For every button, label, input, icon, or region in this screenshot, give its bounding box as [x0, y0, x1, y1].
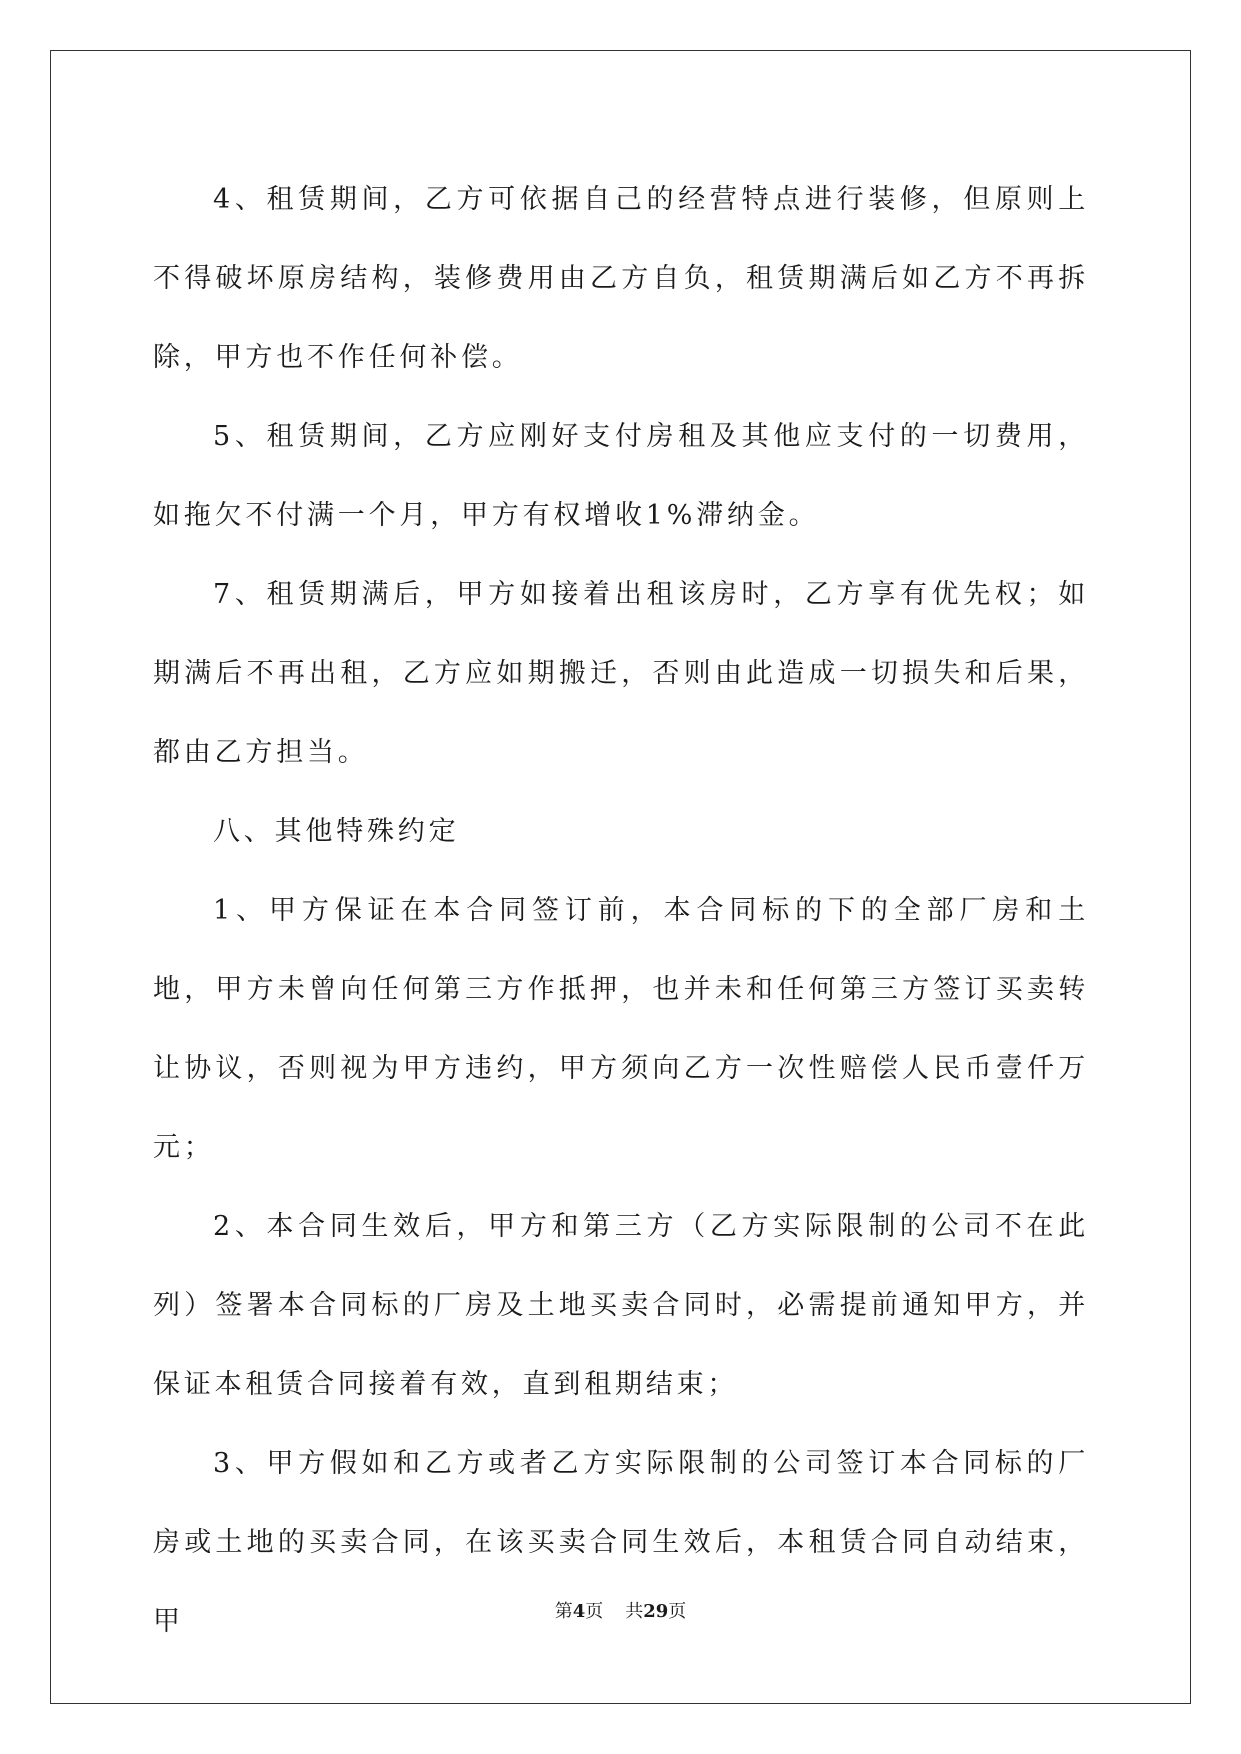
document-body	[153, 160, 1089, 1661]
section-heading-special-terms: 八、其他特殊约定	[213, 816, 460, 847]
paragraph-clause-5: 5、租赁期间，乙方应刚好支付房租及其他应支付的一切费用，如拖欠不付满一个月，甲方有权增收1%滞纳金。	[153, 421, 1089, 531]
page-prefix: 第	[554, 1601, 573, 1622]
page-suffix: 页	[585, 1601, 604, 1622]
total-prefix: 共	[625, 1601, 644, 1622]
paragraph-clause-4: 4、租赁期间，乙方可依据自己的经营特点进行装修，但原则上不得破坏原房结构，装修费用由乙方自负，租赁期满后如乙方不再拆除，甲方也不作任何补偿。	[153, 184, 1089, 373]
total-suffix: 页	[668, 1601, 687, 1622]
paragraph-special-2: 2、本合同生效后，甲方和第三方（乙方实际限制的公司不在此列）签署本合同标的厂房及土地买卖合同时，必需提前通知甲方，并保证本租赁合同接着有效，直到租期结束；	[153, 1211, 1089, 1400]
paragraph-clause-7: 7、租赁期满后，甲方如接着出租该房时，乙方享有优先权；如期满后不再出租，乙方应如期搬迁，否则由此造成一切损失和后果，都由乙方担当。	[153, 579, 1089, 768]
paragraph-special-3: 3、甲方假如和乙方或者乙方实际限制的公司签订本合同标的厂房或土地的买卖合同，在该买卖合同生效后，本租赁合同自动结束，甲	[153, 1448, 1089, 1637]
paragraph-special-1: 1、甲方保证在本合同签订前，本合同标的下的全部厂房和土地，甲方未曾向任何第三方作抵押，也并未和任何第三方签订买卖转让协议，否则视为甲方违约，甲方须向乙方一次性赔偿人民币壹仟万元；	[153, 895, 1089, 1163]
page-total-number: 29	[643, 1601, 669, 1622]
page-current-number: 4	[572, 1601, 586, 1622]
page-footer	[0, 1597, 1241, 1623]
